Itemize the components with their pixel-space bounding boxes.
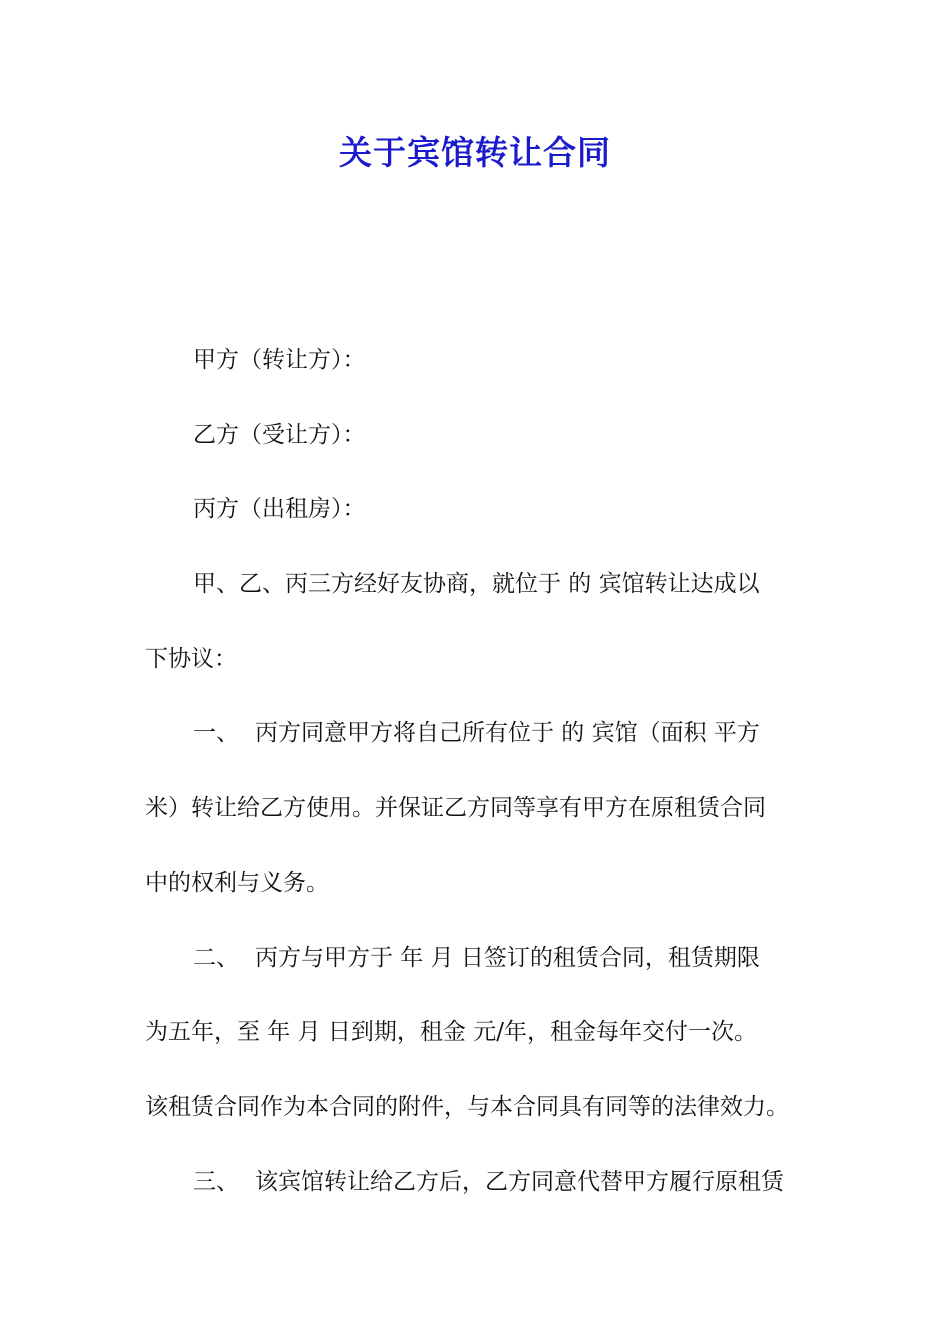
clause-1-line-2: 米）转让给乙方使用。并保证乙方同等享有甲方在原租赁合同 xyxy=(145,795,766,822)
clause-2-number: 二、 xyxy=(193,944,239,971)
intro-paragraph-line-2: 下协议： xyxy=(145,645,237,672)
intro-paragraph-line-1: 甲、乙、丙三方经好友协商，就位于 的 宾馆转让达成以 xyxy=(193,571,760,598)
clause-1-line-3: 中的权利与义务。 xyxy=(145,869,329,896)
clause-3-number: 三、 xyxy=(193,1168,239,1195)
party-b-line: 乙方（受让方）： xyxy=(193,421,366,448)
clause-1-line-1 xyxy=(145,707,807,782)
clause-2-line-3: 该租赁合同作为本合同的附件，与本合同具有同等的法律效力。 xyxy=(145,1093,789,1120)
contract-body xyxy=(145,334,807,1230)
party-a-line: 甲方（转让方）： xyxy=(193,347,366,373)
party-c-line: 丙方（出租房）： xyxy=(193,496,366,523)
clause-3-line-1 xyxy=(145,1156,807,1231)
clause-2-line-1 xyxy=(145,932,807,1007)
clause-1-number: 一、 xyxy=(193,720,239,747)
clause-2-line-2: 为五年，至 年 月 日到期，租金 元/年，租金每年交付一次。 xyxy=(145,1019,757,1046)
clause-2-text-1: 丙方与甲方于 年 月 日签订的租赁合同，租赁期限 xyxy=(255,944,760,971)
clause-3-text-1: 该宾馆转让给乙方后，乙方同意代替甲方履行原租赁 xyxy=(255,1168,784,1195)
document-title: 关于宾馆转让合同 xyxy=(339,133,611,172)
clause-1-text-1: 丙方同意甲方将自己所有位于 的 宾馆（面积 平方 xyxy=(255,720,760,747)
